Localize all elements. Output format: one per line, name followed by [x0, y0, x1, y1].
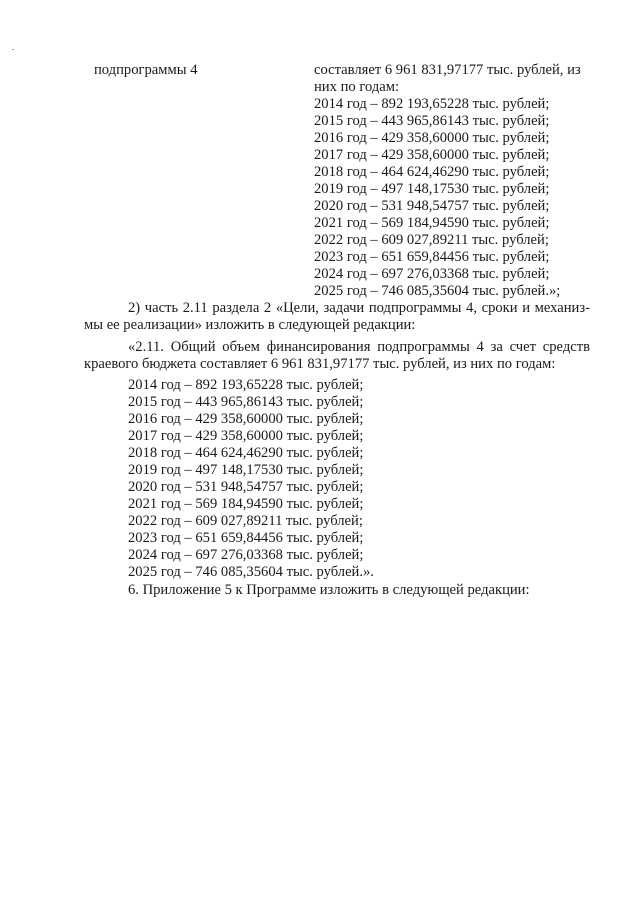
passport-line-0: составляет 6 961 831,97177 тыс. рублей, из: [314, 62, 581, 78]
section211-year-2: 2016 год – 429 358,60000 тыс. рублей;: [128, 411, 364, 427]
passport-line-7: 2019 год – 497 148,17530 тыс. рублей;: [314, 181, 550, 197]
section211-year-0: 2014 год – 892 193,65228 тыс. рублей;: [128, 377, 364, 393]
item6-text: 6. Приложение 5 к Программе изложить в следующей редакции:: [128, 582, 530, 598]
passport-line-4: 2016 год – 429 358,60000 тыс. рублей;: [314, 130, 550, 146]
passport-line-12: 2024 год – 697 276,03368 тыс. рублей;: [314, 266, 550, 282]
passport-line-8: 2020 год – 531 948,54757 тыс. рублей;: [314, 198, 550, 214]
passport-line-13: 2025 год – 746 085,35604 тыс. рублей.»;: [314, 283, 561, 299]
section211-year-6: 2020 год – 531 948,54757 тыс. рублей;: [128, 479, 364, 495]
item2-line-1: 2) часть 2.11 раздела 2 «Цели, задачи подпрограммы 4, сроки и механиз-: [128, 300, 590, 316]
section211-year-11: 2025 год – 746 085,35604 тыс. рублей.».: [128, 564, 374, 580]
passport-line-9: 2021 год – 569 184,94590 тыс. рублей;: [314, 215, 550, 231]
section211-year-4: 2018 год – 464 624,46290 тыс. рублей;: [128, 445, 364, 461]
section211-year-8: 2022 год – 609 027,89211 тыс. рублей;: [128, 513, 363, 529]
section211-year-5: 2019 год – 497 148,17530 тыс. рублей;: [128, 462, 364, 478]
section211-year-7: 2021 год – 569 184,94590 тыс. рублей;: [128, 496, 364, 512]
passport-line-3: 2015 год – 443 965,86143 тыс. рублей;: [314, 113, 550, 129]
section211-line-2: краевого бюджета составляет 6 961 831,97177 тыс. рублей, из них по годам:: [84, 356, 556, 372]
section211-year-9: 2023 год – 651 659,84456 тыс. рублей;: [128, 530, 364, 546]
item2-line-2: мы ее реализации» изложить в следующей редакции:: [84, 317, 416, 333]
section211-year-3: 2017 год – 429 358,60000 тыс. рублей;: [128, 428, 364, 444]
passport-line-10: 2022 год – 609 027,89211 тыс. рублей;: [314, 232, 549, 248]
passport-row-label: подпрограммы 4: [94, 62, 198, 78]
scan-speck: [12, 49, 14, 50]
passport-line-6: 2018 год – 464 624,46290 тыс. рублей;: [314, 164, 550, 180]
passport-line-5: 2017 год – 429 358,60000 тыс. рублей;: [314, 147, 550, 163]
passport-line-2: 2014 год – 892 193,65228 тыс. рублей;: [314, 96, 550, 112]
passport-line-1: них по годам:: [314, 79, 400, 95]
section211-year-1: 2015 год – 443 965,86143 тыс. рублей;: [128, 394, 364, 410]
section211-year-10: 2024 год – 697 276,03368 тыс. рублей;: [128, 547, 364, 563]
passport-line-11: 2023 год – 651 659,84456 тыс. рублей;: [314, 249, 550, 265]
section211-line-1: «2.11. Общий объем финансирования подпрограммы 4 за счет средств: [128, 339, 590, 355]
